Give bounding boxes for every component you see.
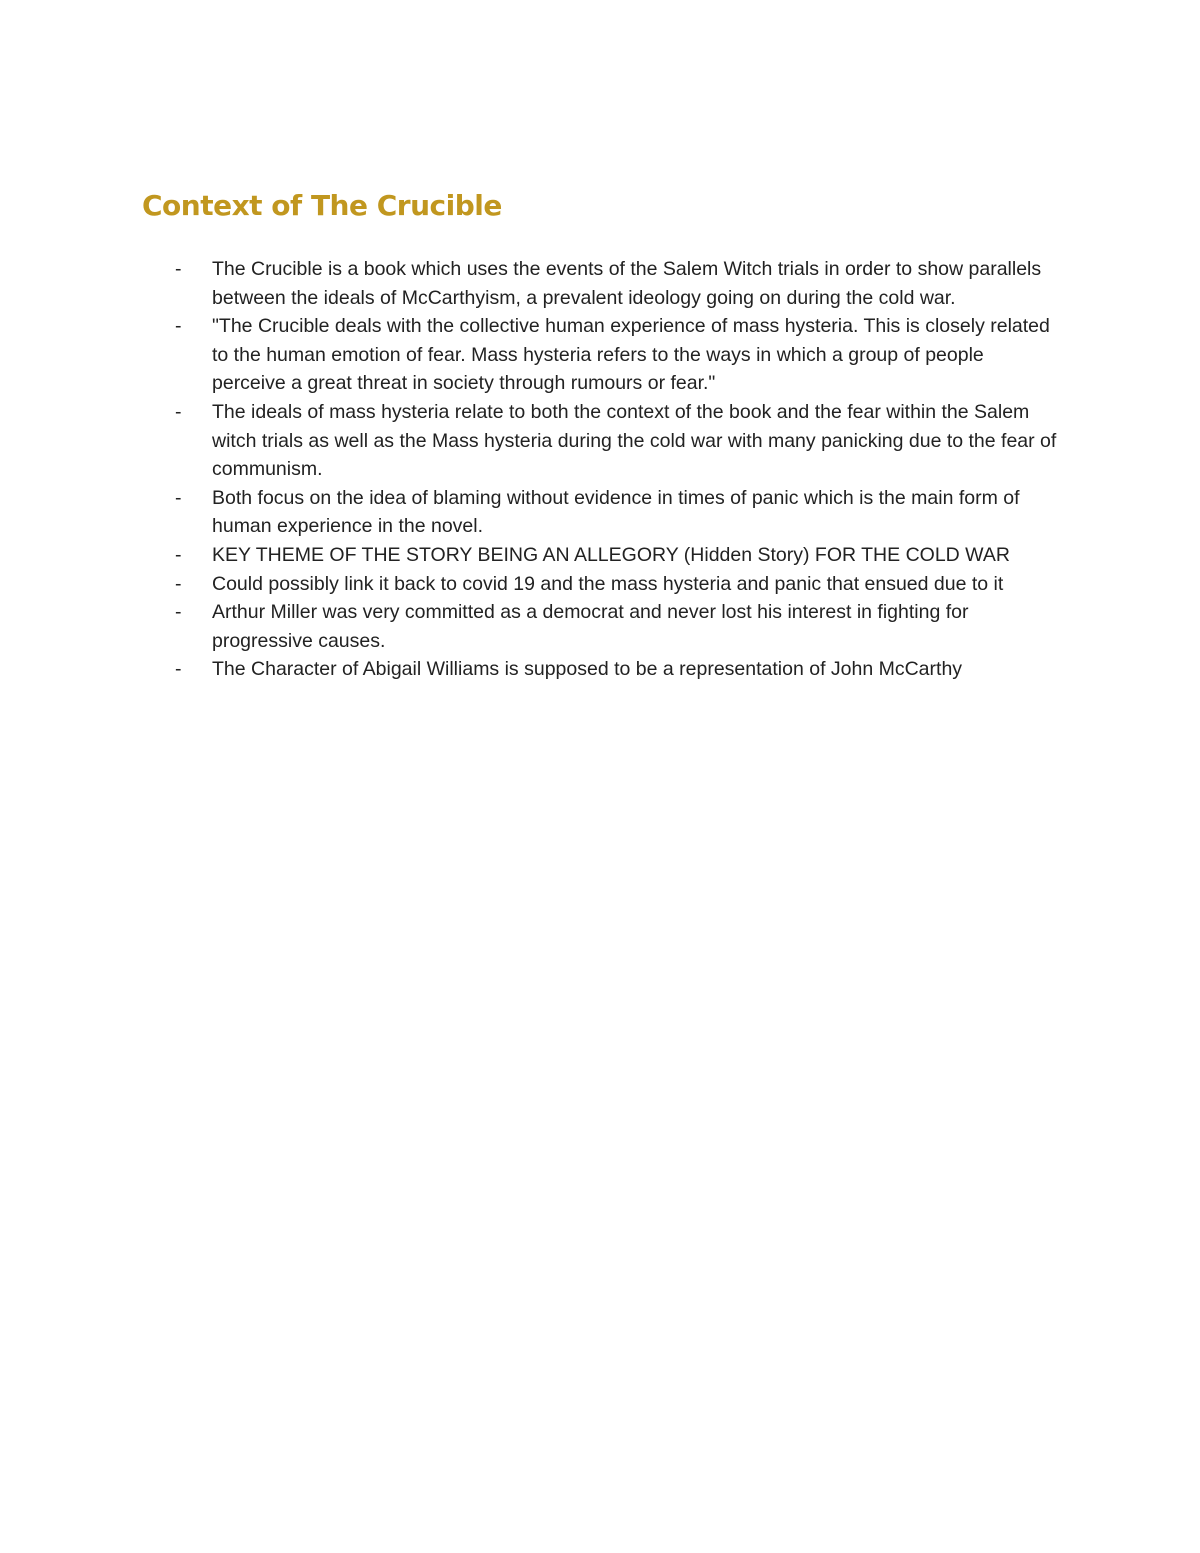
list-item-text: KEY THEME OF THE STORY BEING AN ALLEGORY (Hidden Story) FOR THE COLD WAR xyxy=(212,543,1010,566)
list-item xyxy=(142,598,1062,655)
bullet-dash: - xyxy=(175,315,182,338)
list-item-text: Could possibly link it back to covid 19 and the mass hysteria and panic that ensued due to it xyxy=(212,572,1004,595)
list-item-text: The Crucible is a book which uses the events of the Salem Witch trials in order to show parallels between the ideals of McCarthyism, a prevalent ideology going on during the cold war. xyxy=(212,258,1042,309)
list-item xyxy=(142,570,1062,599)
list-item-text: The ideals of mass hysteria relate to both the context of the book and the fear within the Salem witch trials as well as the Mass hysteria during the cold war with many panicking due to the fear of communism. xyxy=(212,400,1057,481)
list-item-text: Both focus on the idea of blaming without evidence in times of panic which is the main form of human experience in the novel. xyxy=(212,486,1020,538)
list-item xyxy=(142,255,1062,312)
bullet-dash: - xyxy=(175,572,182,595)
bullet-dash: - xyxy=(175,601,182,624)
list-item xyxy=(142,312,1062,398)
list-item xyxy=(142,484,1062,541)
list-item-text: "The Crucible deals with the collective human experience of mass hysteria. This is closely related to the human emotion of fear. Mass hysteria refers to the ways in which a group of people perceive a great threat in society through rumours or fear." xyxy=(212,315,1050,395)
list-item-text: Arthur Miller was very committed as a democrat and never lost his interest in fighting for progressive causes. xyxy=(212,601,969,652)
list-item-text: The Character of Abigail Williams is supposed to be a representation of John McCarthy xyxy=(212,658,963,681)
bullet-dash: - xyxy=(175,658,182,681)
bullet-dash: - xyxy=(175,486,182,509)
bullet-list xyxy=(142,255,1062,684)
list-item xyxy=(142,541,1062,570)
list-item xyxy=(142,398,1062,484)
page-title: Context of The Crucible xyxy=(142,189,502,222)
bullet-dash: - xyxy=(175,400,182,423)
bullet-dash: - xyxy=(175,543,182,566)
bullet-dash: - xyxy=(175,258,182,280)
list-item xyxy=(142,655,1062,684)
